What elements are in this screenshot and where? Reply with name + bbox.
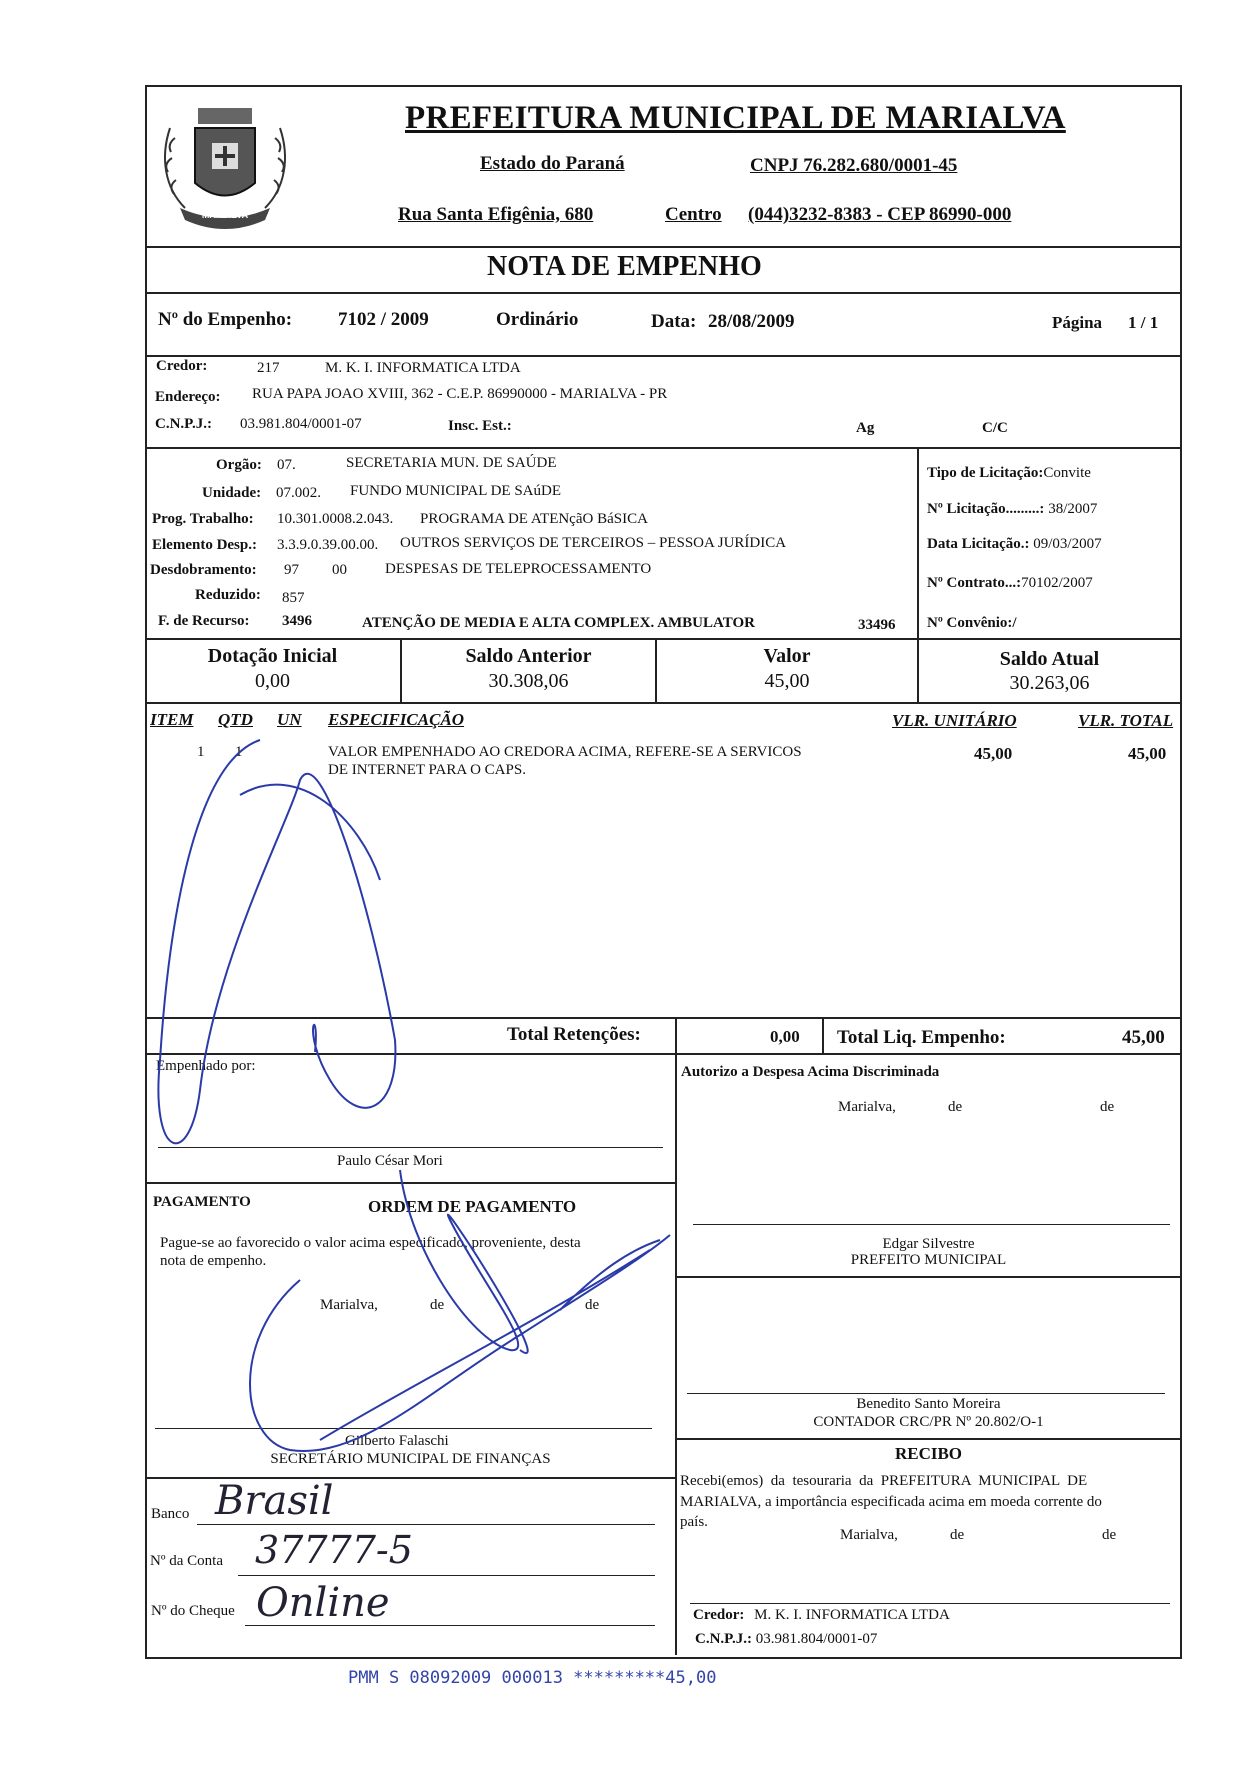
credor-cnpj: 03.981.804/0001-07 (240, 416, 362, 432)
doc-title: NOTA DE EMPENHO (487, 251, 762, 282)
desdobramento-a: 97 (284, 562, 299, 578)
valor-label: Valor (763, 645, 811, 667)
saldo-anterior-value: 30.308,06 (488, 670, 569, 692)
licitacao-number-label: Nº Licitação.........: (927, 501, 1045, 517)
autoriza-de2: de (1100, 1099, 1115, 1115)
desdobramento-label: Desdobramento: (150, 562, 257, 578)
liquido-label: Total Liq. Empenho: (837, 1027, 1006, 1048)
autoriza-de1: de (948, 1099, 963, 1115)
empenho-number: 7102 / 2009 (338, 309, 429, 330)
crest-text: MARIALVA (201, 210, 249, 220)
ag-label: Ag (856, 420, 875, 436)
fonte-code: 3496 (282, 613, 312, 629)
retencoes-label: Total Retenções: (507, 1024, 641, 1045)
unidade-name: FUNDO MUNICIPAL DE SAúDE (350, 483, 561, 499)
banco-handwritten: Brasil (215, 1478, 334, 1524)
licitacao-type-label: Tipo de Licitação: (927, 465, 1044, 481)
empenho-date: 28/08/2009 (708, 311, 795, 332)
endereco-label: Endereço: (155, 389, 221, 405)
cc-label: C/C (982, 420, 1008, 436)
header-state: Estado do Paraná (480, 153, 625, 174)
contador-name: Benedito Santo Moreira (856, 1396, 1001, 1412)
empenhado-name: Paulo César Mori (337, 1153, 443, 1169)
fonte-name: ATENÇÃO DE MEDIA E ALTA COMPLEX. AMBULATOR (362, 615, 755, 631)
prefeito-name: Edgar Silvestre (882, 1236, 975, 1252)
convenio-label: Nº Convênio:/ (927, 615, 1017, 631)
pagamento-text1: Pague-se ao favorecido o valor acima especificado, proveniente, desta (160, 1235, 581, 1251)
col-especificacao: ESPECIFICAÇÃO (328, 710, 465, 729)
prog-label: Prog. Trabalho: (152, 511, 254, 527)
recibo-city: Marialva, (840, 1527, 898, 1543)
dotacao-value: 0,00 (255, 670, 290, 692)
retencoes-value: 0,00 (770, 1027, 800, 1046)
bank-stamp: PMM S 08092009 000013 *********45,00 (348, 1668, 717, 1688)
credor-name: M. K. I. INFORMATICA LTDA (325, 360, 521, 376)
item-desc-line2: DE INTERNET PARA O CAPS. (328, 762, 526, 778)
empenho-date-label: Data: (651, 311, 697, 332)
licitacao-date-label: Data Licitação.: (927, 536, 1030, 552)
reduzido-value: 857 (282, 590, 305, 606)
saldo-anterior-label: Saldo Anterior (465, 645, 592, 667)
item-number: 1 (197, 744, 205, 760)
elemento-name: OUTROS SERVIÇOS DE TERCEIROS – PESSOA JURÍDICA (400, 535, 787, 551)
contrato-value: 70102/2007 (1021, 575, 1093, 591)
orgao-label: Orgão: (216, 457, 262, 473)
recibo-text1: Recebi(emos) da tesouraria da PREFEITURA MUNICIPAL DE (680, 1473, 1088, 1489)
cheque-handwritten: Online (256, 1580, 390, 1626)
item-unit-value: 45,00 (974, 744, 1013, 763)
col-vlr-total: VLR. TOTAL (1078, 711, 1174, 730)
header-phone-cep: (044)3232-8383 - CEP 86990-000 (748, 204, 1012, 225)
licitacao-number-value: 38/2007 (1048, 501, 1098, 517)
item-desc-line1: VALOR EMPENHADO AO CREDORA ACIMA, REFERE-SE A SERVICOS (328, 744, 802, 760)
credor-code: 217 (257, 360, 280, 376)
header-cnpj: CNPJ 76.282.680/0001-45 (750, 155, 958, 176)
desdobramento-name: DESPESAS DE TELEPROCESSAMENTO (385, 561, 652, 577)
liquido-value: 45,00 (1122, 1027, 1165, 1048)
pagamento-de2: de (585, 1297, 600, 1313)
recibo-text3: país. (680, 1514, 708, 1530)
header-district: Centro (665, 204, 722, 225)
secretario-title: SECRETÁRIO MUNICIPAL DE FINANÇAS (270, 1451, 551, 1467)
col-qtd: QTD (218, 710, 253, 729)
banco-label: Banco (151, 1506, 190, 1522)
prog-code: 10.301.0008.2.043. (277, 511, 394, 527)
item-qtd: 1 (235, 744, 243, 760)
recibo-de1: de (950, 1527, 965, 1543)
pagamento-de1: de (430, 1297, 445, 1313)
recibo-title: RECIBO (894, 1444, 963, 1463)
signature-pagamento (250, 1170, 670, 1451)
saldo-atual-value: 30.263,06 (1009, 672, 1090, 694)
recibo-credor-label: Credor: (693, 1607, 745, 1623)
pagamento-city: Marialva, (320, 1297, 378, 1313)
empenhado-label: Empenhado por: (156, 1058, 256, 1074)
valor-value: 45,00 (764, 670, 810, 692)
cheque-label: Nº do Cheque (151, 1603, 235, 1619)
ordem-pagamento-label: ORDEM DE PAGAMENTO (368, 1197, 577, 1216)
col-un: UN (277, 710, 302, 729)
reduzido-label: Reduzido: (195, 587, 261, 603)
page-label: Página (1052, 313, 1103, 332)
recibo-text2: MARIALVA, a importância especificada acima em moeda corrente do (680, 1494, 1102, 1510)
item-total-value: 45,00 (1128, 744, 1167, 763)
page-number: 1 / 1 (1128, 313, 1159, 332)
elemento-label: Elemento Desp.: (152, 537, 257, 553)
signature-empenhado (158, 740, 395, 1143)
licitacao-type-value: Convite (1043, 465, 1091, 481)
endereco: RUA PAPA JOAO XVIII, 362 - C.E.P. 86990000 - MARIALVA - PR (252, 386, 668, 402)
credor-label: Credor: (156, 358, 208, 374)
desdobramento-b: 00 (332, 562, 347, 578)
saldo-atual-label: Saldo Atual (999, 648, 1100, 670)
prog-name: PROGRAMA DE ATENçãO BáSICA (420, 511, 648, 527)
licitacao-date-value: 09/03/2007 (1033, 536, 1102, 552)
recibo-credor-name: M. K. I. INFORMATICA LTDA (754, 1607, 950, 1623)
header-title: PREFEITURA MUNICIPAL DE MARIALVA (405, 100, 1066, 136)
secretario-name: Gilberto Falaschi (345, 1433, 449, 1449)
fonte-code2: 33496 (858, 617, 896, 633)
dotacao-label: Dotação Inicial (207, 645, 338, 667)
contador-title: CONTADOR CRC/PR Nº 20.802/O-1 (813, 1414, 1044, 1430)
recibo-cnpj-value: 03.981.804/0001-07 (755, 1631, 878, 1647)
recibo-de2: de (1102, 1527, 1117, 1543)
header-street: Rua Santa Efigênia, 680 (398, 204, 594, 225)
autoriza-city: Marialva, (838, 1099, 896, 1115)
elemento-code: 3.3.9.0.39.00.00. (277, 537, 379, 553)
empenho-type: Ordinário (496, 309, 579, 330)
conta-handwritten: 37777-5 (255, 1528, 413, 1572)
col-item: ITEM (150, 710, 194, 729)
col-vlr-unitario: VLR. UNITÁRIO (892, 711, 1017, 730)
insc-est-label: Insc. Est.: (448, 418, 512, 434)
orgao-code: 07. (277, 457, 296, 473)
credor-cnpj-label: C.N.P.J.: (155, 416, 212, 432)
empenho-number-label: Nº do Empenho: (158, 309, 293, 330)
pagamento-label: PAGAMENTO (153, 1194, 251, 1210)
recibo-cnpj-label: C.N.P.J.: (695, 1631, 752, 1647)
prefeito-title: PREFEITO MUNICIPAL (850, 1252, 1007, 1268)
orgao-name: SECRETARIA MUN. DE SAÚDE (346, 455, 557, 471)
conta-label: Nº da Conta (150, 1553, 223, 1569)
unidade-label: Unidade: (202, 485, 262, 501)
unidade-code: 07.002. (276, 485, 321, 501)
contrato-label: Nº Contrato...: (927, 575, 1022, 591)
pagamento-text2: nota de empenho. (160, 1253, 267, 1269)
fonte-label: F. de Recurso: (158, 613, 250, 629)
autoriza-label: Autorizo a Despesa Acima Discriminada (681, 1064, 940, 1080)
